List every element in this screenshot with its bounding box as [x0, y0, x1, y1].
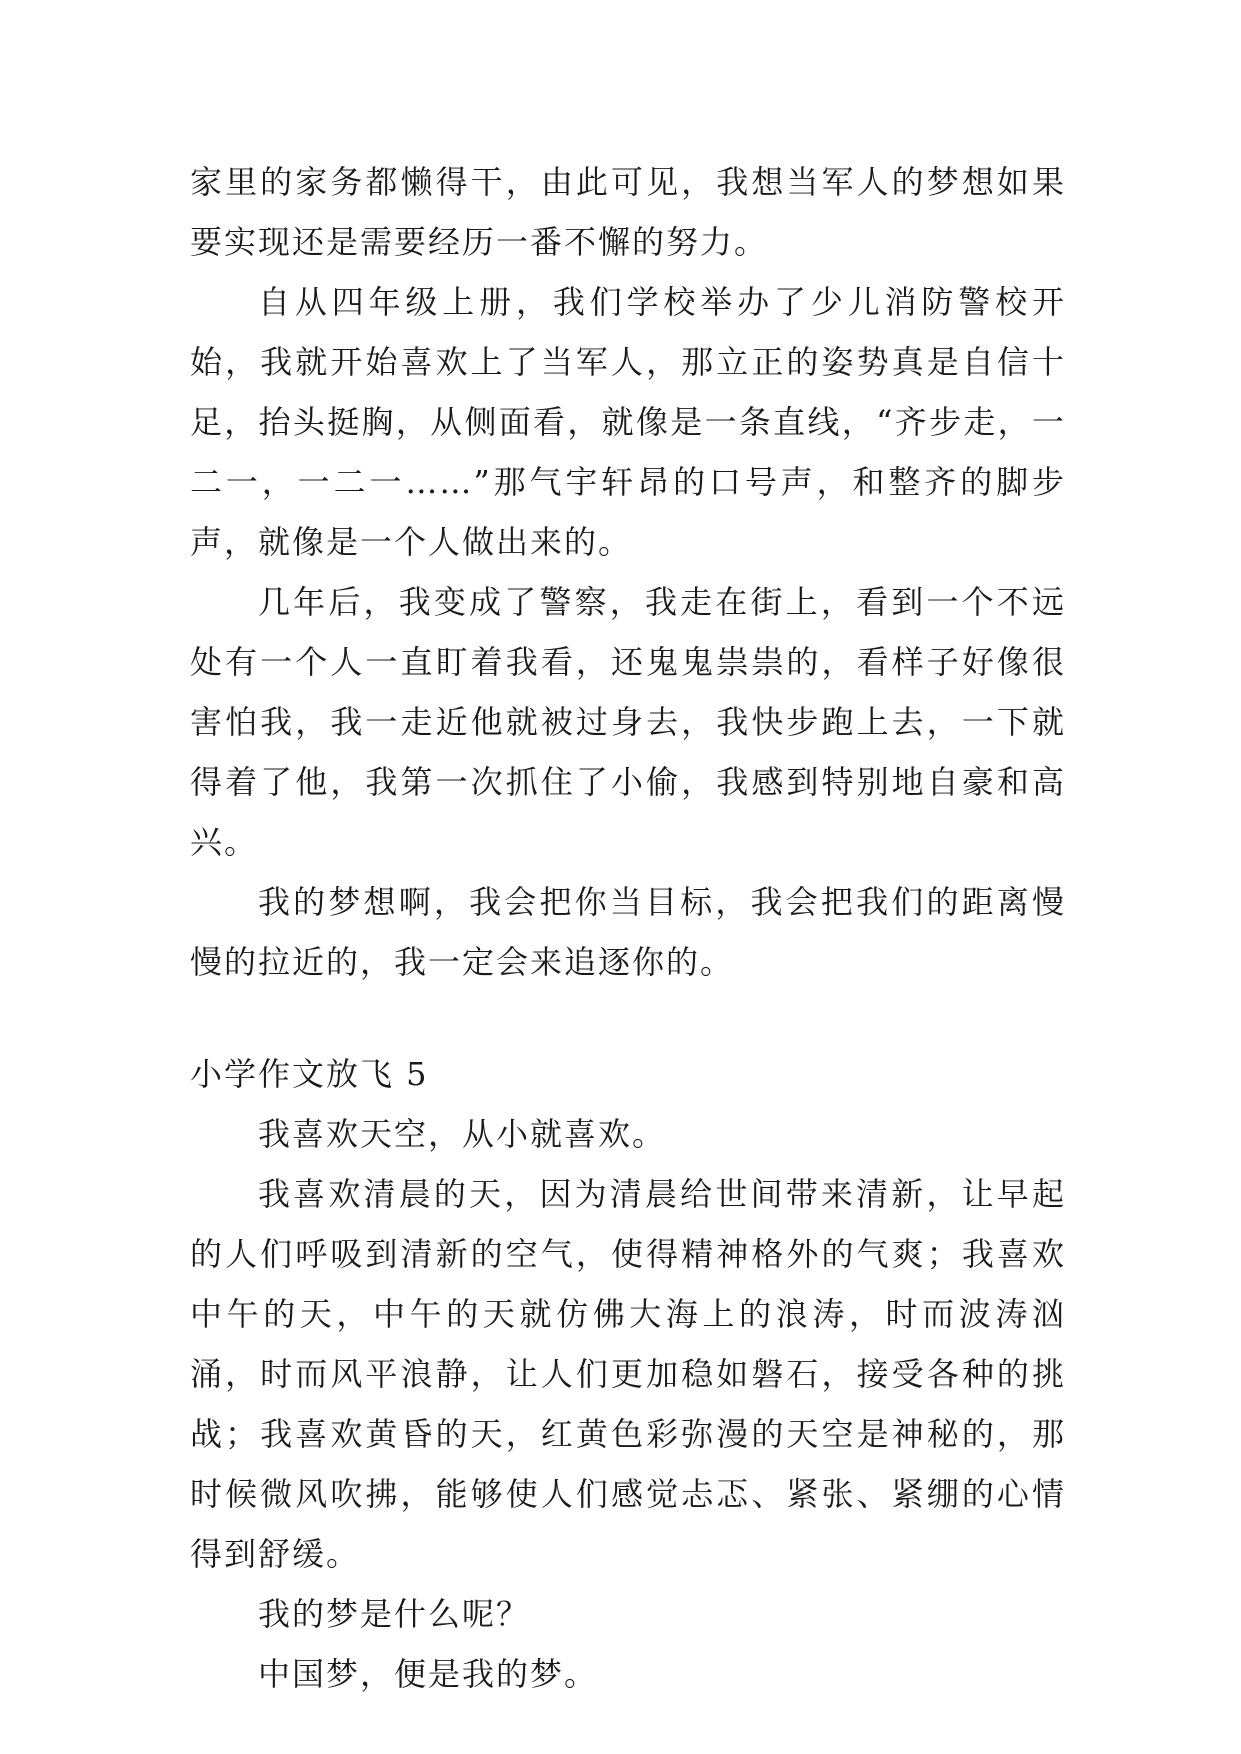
- document-page: [190, 152, 1066, 1704]
- section-gap: [190, 992, 1066, 1044]
- paragraph: 我喜欢天空，从小就喜欢。: [258, 1115, 667, 1153]
- paragraph: 我的梦想啊，我会把你当目标，我会把我们的距离慢慢的拉近的，我一定会来追逐你的。: [190, 883, 1066, 981]
- paragraph: 家里的家务都懒得干，由此可见，我想当军人的梦想如果要实现还是需要经历一番不懈的努力。: [190, 163, 1066, 261]
- paragraph: 我喜欢清晨的天，因为清晨给世间带来清新，让早起的人们呼吸到清新的空气，使得精神格外的气爽；我喜欢中午的天，中午的天就仿佛大海上的浪涛，时而波涛汹涌，时而风平浪静，让人们更加稳如磐石，接受各种的挑战；我喜欢黄昏的天，红黄色彩弥漫的天空是神秘的，那时候微风吹拂，能够使人们感觉忐忑、紧张、紧绷的心情得到舒缓。: [190, 1175, 1066, 1573]
- paragraph: 自从四年级上册，我们学校举办了少儿消防警校开始，我就开始喜欢上了当军人，那立正的姿势真是自信十足，抬头挺胸，从侧面看，就像是一条直线，“齐步走，一二一，一二一……”那气宇轩昂的口号声，和整齐的脚步声，就像是一个人做出来的。: [190, 283, 1066, 561]
- paragraph: 中国梦，便是我的梦。: [258, 1655, 599, 1693]
- section-title: 小学作文放飞 5: [190, 1055, 429, 1093]
- paragraph: 几年后，我变成了警察，我走在街上，看到一个不远处有一个人一直盯着我看，还鬼鬼祟祟的，看样子好像很害怕我，我一走近他就被过身去，我快步跑上去，一下就得着了他，我第一次抓住了小偷，我感到特别地自豪和高兴。: [190, 583, 1066, 861]
- paragraph: 我的梦是什么呢？: [258, 1595, 531, 1633]
